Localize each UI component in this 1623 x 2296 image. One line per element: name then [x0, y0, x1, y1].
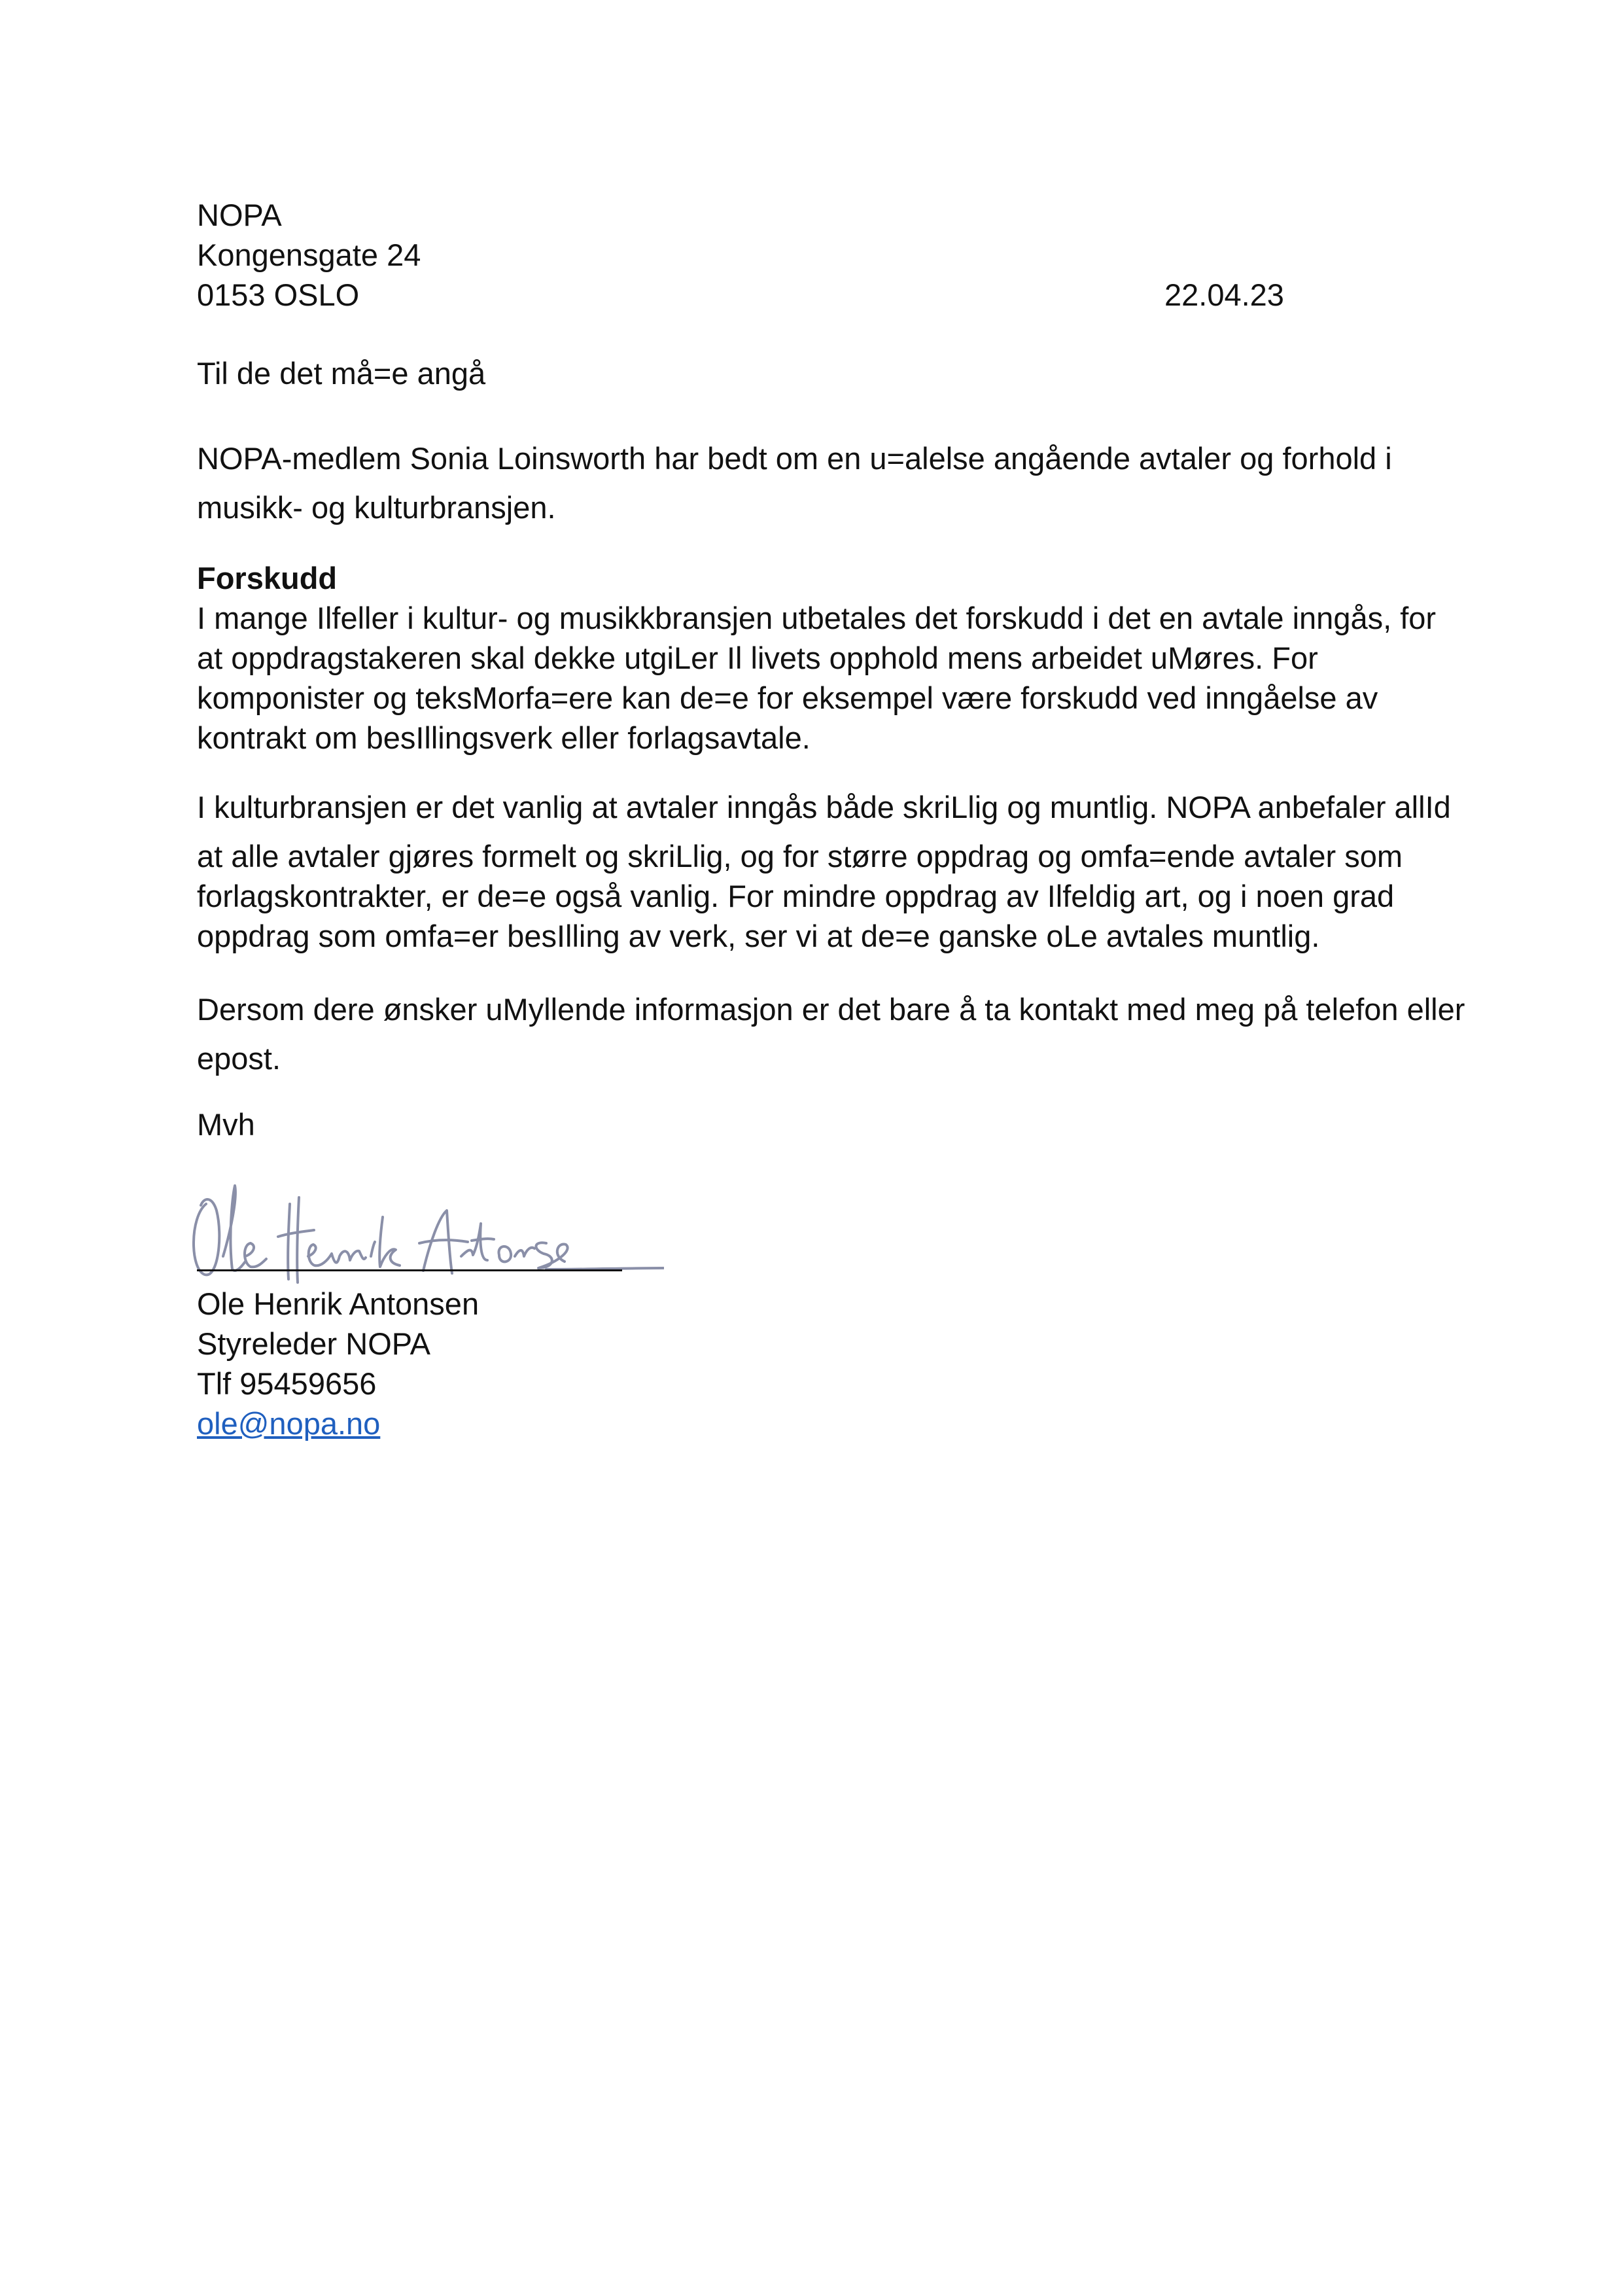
intro-line: musikk- og kulturbransjen.: [197, 490, 556, 525]
paragraph-kontakt: [197, 985, 1479, 1083]
intro-line: NOPA-medlem Sonia Loinsworth har bedt om en u=alelse angående avtaler og forhold i: [197, 441, 1392, 476]
signer-phone: Tlf 95459656: [197, 1366, 377, 1401]
paragraph-line: oppdrag som omfa=er besIlling av verk, ser vi at de=e ganske oLe avtales muntlig.: [197, 919, 1320, 953]
paragraph-line: epost.: [197, 1041, 281, 1076]
signer-block: [197, 1284, 1479, 1443]
intro-paragraph: [197, 434, 1479, 532]
sender-postal: 0153 OSLO: [197, 277, 360, 312]
signer-title: Styreleder NOPA: [197, 1326, 430, 1361]
paragraph-line: at oppdragstakeren skal dekke utgiLer Il livets opphold mens arbeidet uMøres. For: [197, 641, 1318, 675]
paragraph-line: Dersom dere ønsker uMyllende informasjon er det bare å ta kontakt med meg på telefon eller: [197, 992, 1465, 1027]
paragraph-line: I mange Ilfeller i kultur- og musikkbransjen utbetales det forskudd i det en avtale inngås, for: [197, 601, 1437, 635]
paragraph-line: komponister og teksMorfa=ere kan de=e for eksempel være forskudd ved inngåelse av: [197, 680, 1378, 715]
paragraph-avtaler: [197, 787, 1479, 956]
signer-name: Ole Henrik Antonsen: [197, 1286, 480, 1321]
letter-date: 22.04.23: [1164, 277, 1284, 312]
salutation: Til de det må=e angå: [197, 356, 486, 391]
paragraph-line: forlagskontrakter, er de=e også vanlig. For mindre oppdrag av Ilfeldig art, og i noen grad: [197, 879, 1395, 913]
closing: Mvh: [197, 1107, 255, 1142]
section-heading: Forskudd: [197, 561, 338, 595]
paragraph-line: I kulturbransjen er det vanlig at avtaler inngås både skriLlig og muntlig. NOPA anbefaler allId: [197, 790, 1451, 824]
paragraph-line: kontrakt om besIllingsverk eller forlagsavtale.: [197, 720, 811, 755]
sender-name: NOPA: [197, 198, 282, 232]
sender-street: Kongensgate 24: [197, 238, 421, 272]
signature-line: [197, 1269, 622, 1271]
paragraph-line: at alle avtaler gjøres formelt og skriLlig, og for større oppdrag og omfa=ende avtaler som: [197, 839, 1403, 874]
sender-address: [197, 195, 1479, 315]
paragraph-forskudd: [197, 598, 1479, 758]
signer-email-link[interactable]: ole@nopa.no: [197, 1406, 381, 1441]
